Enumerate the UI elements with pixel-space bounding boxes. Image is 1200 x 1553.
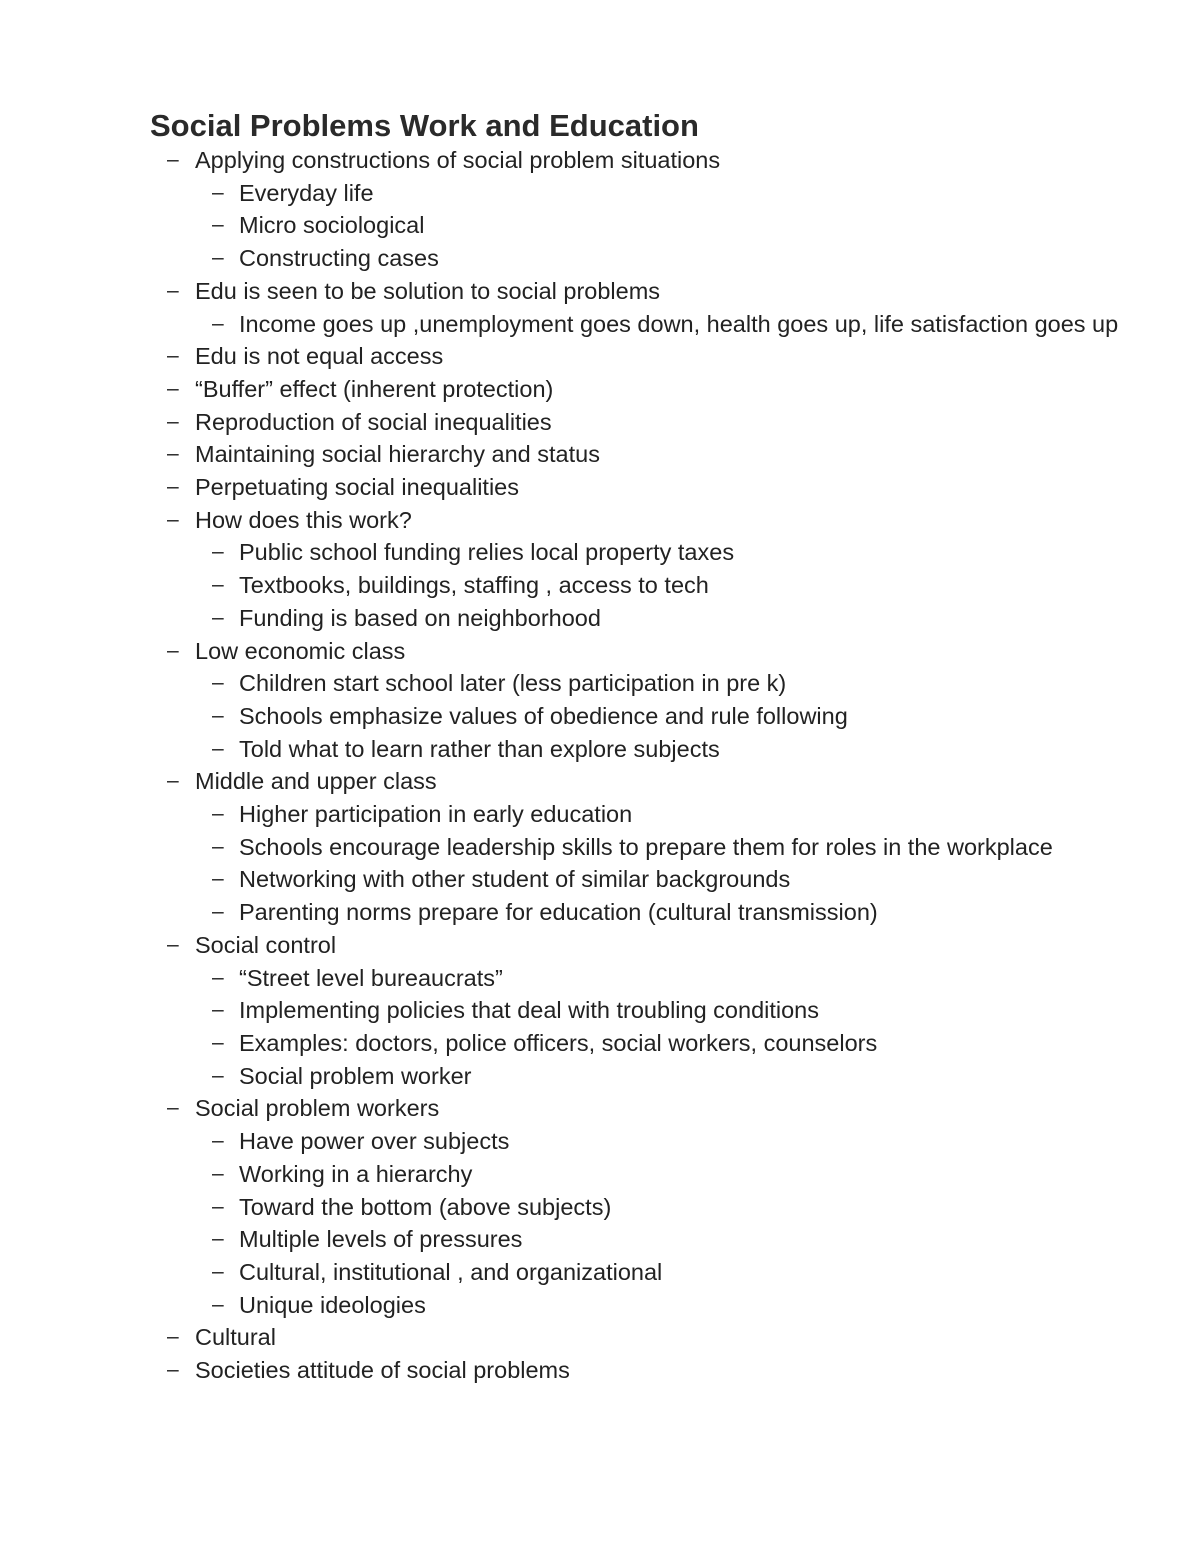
sub-list-item (0, 308, 1139, 341)
list-item-text: Micro sociological (239, 212, 425, 239)
list-item-text: Have power over subjects (239, 1128, 510, 1155)
list-item-text: Networking with other student of similar backgrounds (239, 866, 791, 893)
list-item (0, 144, 1095, 177)
sub-list-item (0, 994, 1139, 1027)
list-item-text: Middle and upper class (195, 768, 437, 795)
bullet-dash: – (212, 965, 224, 989)
list-item (0, 1354, 1095, 1387)
list-item-text: Schools emphasize values of obedience and rule following (239, 702, 848, 729)
bullet-dash: – (212, 1292, 224, 1316)
bullet-dash: – (212, 671, 224, 695)
list-item (0, 373, 1095, 406)
bullet-dash: – (212, 900, 224, 924)
list-item-text: Social problem workers (195, 1095, 440, 1122)
sub-list-item (0, 831, 1139, 864)
bullet-dash: – (212, 802, 224, 826)
bullet-dash: – (212, 1063, 224, 1087)
bullet-dash: – (167, 376, 179, 400)
list-item (0, 438, 1095, 471)
list-item-text: Cultural (195, 1324, 276, 1351)
bullet-dash: – (167, 507, 179, 531)
list-item (0, 635, 1095, 668)
bullet-dash: – (167, 409, 179, 433)
list-item-text: Social control (195, 931, 337, 958)
bullet-dash: – (212, 311, 224, 335)
list-item-text: “Street level bureaucrats” (239, 964, 503, 991)
sub-list-item (0, 1125, 1139, 1158)
list-item-text: Income goes up ,unemployment goes down, health goes up, life satisfaction goes up (239, 310, 1119, 337)
list-item-text: Cultural, institutional , and organizational (239, 1258, 663, 1285)
list-item (0, 275, 1095, 308)
sub-list-item (0, 1223, 1139, 1256)
bullet-dash: – (212, 573, 224, 597)
list-item-text: “Buffer” effect (inherent protection) (195, 375, 554, 402)
sub-list-item (0, 1158, 1139, 1191)
bullet-dash: – (212, 1259, 224, 1283)
sub-list-item (0, 536, 1139, 569)
list-item-text: Applying constructions of social problem situations (195, 147, 721, 173)
bullet-dash: – (212, 1194, 224, 1218)
bullet-dash: – (212, 1129, 224, 1153)
bullet-dash: – (212, 1161, 224, 1185)
bullet-dash: – (212, 246, 224, 270)
sub-list-item (0, 667, 1139, 700)
list-item-text: Children start school later (less participation in pre k) (239, 670, 787, 697)
list-item-text: Told what to learn rather than explore subjects (239, 735, 720, 762)
list-item-text: How does this work? (195, 506, 412, 533)
notes-list (0, 144, 1200, 1387)
list-item-text: Low economic class (195, 637, 406, 664)
list-item-text: Implementing policies that deal with troubling conditions (239, 997, 819, 1024)
list-item (0, 504, 1095, 537)
list-item-text: Parenting norms prepare for education (cultural transmission) (239, 899, 878, 926)
bullet-dash: – (167, 148, 179, 171)
list-item-text: Reproduction of social inequalities (195, 408, 552, 435)
list-item-text: Toward the bottom (above subjects) (239, 1193, 612, 1220)
list-item-text: Unique ideologies (239, 1291, 426, 1318)
list-item-text: Edu is seen to be solution to social problems (195, 277, 661, 304)
list-item-text: Everyday life (239, 179, 374, 206)
list-item (0, 471, 1095, 504)
bullet-dash: – (167, 278, 179, 302)
sub-list-item (0, 733, 1139, 766)
list-item-text: Maintaining social hierarchy and status (195, 441, 600, 468)
bullet-dash: – (167, 344, 179, 368)
sub-list-item (0, 569, 1139, 602)
bullet-dash: – (212, 605, 224, 629)
bullet-dash: – (212, 1227, 224, 1251)
list-item (0, 406, 1095, 439)
bullet-dash: – (167, 1096, 179, 1120)
sub-list-item (0, 602, 1139, 635)
sub-list-item (0, 1060, 1139, 1093)
sub-list-item (0, 863, 1139, 896)
sub-list-item (0, 1289, 1139, 1322)
bullet-dash: – (212, 540, 224, 564)
sub-list-item (0, 896, 1139, 929)
list-item (0, 1321, 1095, 1354)
list-item-text: Perpetuating social inequalities (195, 474, 519, 501)
sub-list-item (0, 798, 1139, 831)
bullet-dash: – (212, 867, 224, 891)
bullet-dash: – (167, 442, 179, 466)
list-item-text: Funding is based on neighborhood (239, 604, 601, 631)
bullet-dash: – (167, 1358, 179, 1382)
list-item (0, 765, 1095, 798)
bullet-dash: – (212, 213, 224, 237)
list-item-text: Public school funding relies local property taxes (239, 539, 735, 566)
sub-list-item (0, 1256, 1139, 1289)
bullet-dash: – (167, 1325, 179, 1349)
list-item-text: Social problem worker (239, 1062, 472, 1089)
document-title: Social Problems Work and Education (150, 108, 699, 143)
list-item-text: Constructing cases (239, 245, 439, 272)
bullet-dash: – (167, 638, 179, 662)
sub-list-item (0, 700, 1139, 733)
list-item-text: Schools encourage leadership skills to prepare them for roles in the workplace (239, 833, 1053, 860)
sub-list-item (0, 1027, 1139, 1060)
list-item (0, 1092, 1095, 1125)
list-item-text: Textbooks, buildings, staffing , access to tech (239, 572, 709, 599)
list-item-text: Societies attitude of social problems (195, 1357, 570, 1384)
list-item-text: Working in a hierarchy (239, 1160, 473, 1187)
bullet-dash: – (167, 475, 179, 499)
bullet-dash: – (212, 1030, 224, 1054)
bullet-dash: – (167, 769, 179, 793)
bullet-dash: – (212, 834, 224, 858)
bullet-dash: – (212, 703, 224, 727)
sub-list-item (0, 1191, 1139, 1224)
list-item (0, 340, 1095, 373)
list-item-text: Examples: doctors, police officers, social workers, counselors (239, 1029, 878, 1056)
bullet-dash: – (212, 180, 224, 204)
sub-list-item (0, 962, 1139, 995)
sub-list-item (0, 177, 1139, 210)
sub-list-item (0, 242, 1139, 275)
bullet-dash: – (212, 736, 224, 760)
list-item-text: Multiple levels of pressures (239, 1226, 523, 1253)
bullet-dash: – (212, 998, 224, 1022)
sub-list-item (0, 209, 1139, 242)
list-item (0, 929, 1095, 962)
list-item-text: Edu is not equal access (195, 343, 444, 370)
bullet-dash: – (167, 932, 179, 956)
list-item-text: Higher participation in early education (239, 801, 633, 828)
